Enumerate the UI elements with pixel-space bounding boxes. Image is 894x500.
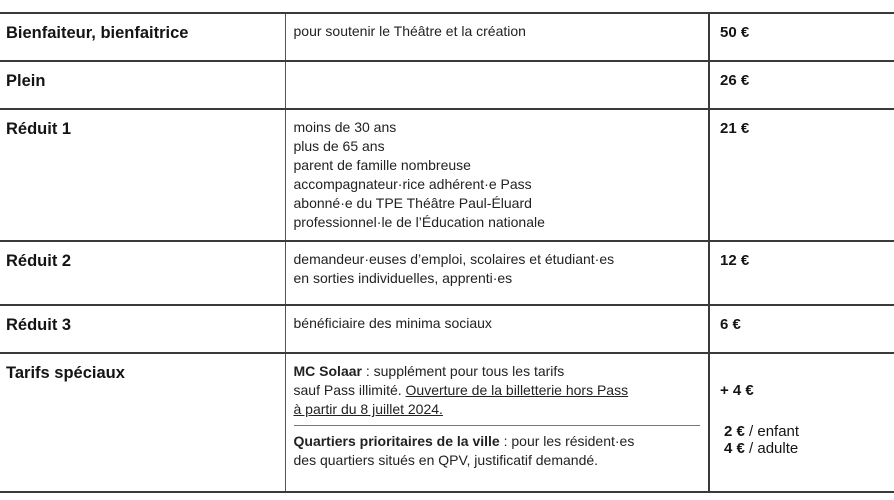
table-row xyxy=(0,109,894,241)
description-cell xyxy=(285,241,709,305)
price-value: 21 € xyxy=(709,109,894,241)
price-value: 6 € xyxy=(709,305,894,353)
billetterie-link[interactable]: Ouverture de la billetterie hors Pass xyxy=(405,382,629,398)
qpv-text: des quartiers situés en QPV, justificatif demandé. xyxy=(293,452,599,468)
table-row xyxy=(0,241,894,305)
price-value: 26 € xyxy=(709,61,894,109)
category-label: Réduit 2 xyxy=(0,241,285,305)
supplement-price: + 4 € xyxy=(720,382,754,399)
description-line: bénéficiaire des minima sociaux xyxy=(293,315,492,331)
description-cell xyxy=(285,13,709,61)
description-line: abonné·e du TPE Théâtre Paul-Éluard xyxy=(293,195,532,211)
tariff-table xyxy=(0,12,894,493)
description-line: demandeur·euses d’emploi, scolaires et étudiant·es xyxy=(293,251,615,267)
description-line: moins de 30 ans xyxy=(293,119,397,135)
mc-solaar-text: : supplément pour tous les tarifs xyxy=(361,363,565,379)
child-unit: / enfant xyxy=(744,423,800,440)
description-line: plus de 65 ans xyxy=(293,138,385,154)
billetterie-link-date[interactable]: à partir du 8 juillet 2024. xyxy=(293,401,443,417)
adult-unit: / adulte xyxy=(744,440,799,457)
table-row xyxy=(0,305,894,353)
qpv-note xyxy=(294,425,701,470)
mc-solaar-text: sauf Pass illimité. xyxy=(293,382,406,398)
description-line: en sorties individuelles, apprenti·es xyxy=(293,270,513,286)
category-label: Réduit 3 xyxy=(0,305,285,353)
mc-solaar-note xyxy=(294,362,701,419)
description-cell xyxy=(285,61,709,109)
description-line: professionnel·le de l’Éducation nationale xyxy=(293,214,545,230)
category-label: Plein xyxy=(0,61,285,109)
qpv-text: : pour les résident·es xyxy=(499,433,635,449)
description-line: parent de famille nombreuse xyxy=(293,157,471,173)
category-label: Tarifs spéciaux xyxy=(0,353,285,492)
table-row xyxy=(0,13,894,61)
category-label: Bienfaiteur, bienfaitrice xyxy=(0,13,285,61)
qpv-title: Quartiers prioritaires de la ville xyxy=(293,433,500,449)
adult-price: 4 € xyxy=(724,440,745,457)
category-label: Réduit 1 xyxy=(0,109,285,241)
description-cell xyxy=(285,109,709,241)
price-value: 12 € xyxy=(709,241,894,305)
mc-solaar-title: MC Solaar xyxy=(293,363,362,379)
description-line: accompagnateur·rice adhérent·e Pass xyxy=(293,176,532,192)
special-price-cell xyxy=(709,353,894,492)
table-row xyxy=(0,353,894,492)
description-line: pour soutenir le Théâtre et la création xyxy=(293,23,526,39)
special-description-cell xyxy=(285,353,709,492)
child-price: 2 € xyxy=(724,423,745,440)
table-row xyxy=(0,61,894,109)
description-cell xyxy=(285,305,709,353)
price-value: 50 € xyxy=(709,13,894,61)
qpv-prices xyxy=(720,423,888,457)
